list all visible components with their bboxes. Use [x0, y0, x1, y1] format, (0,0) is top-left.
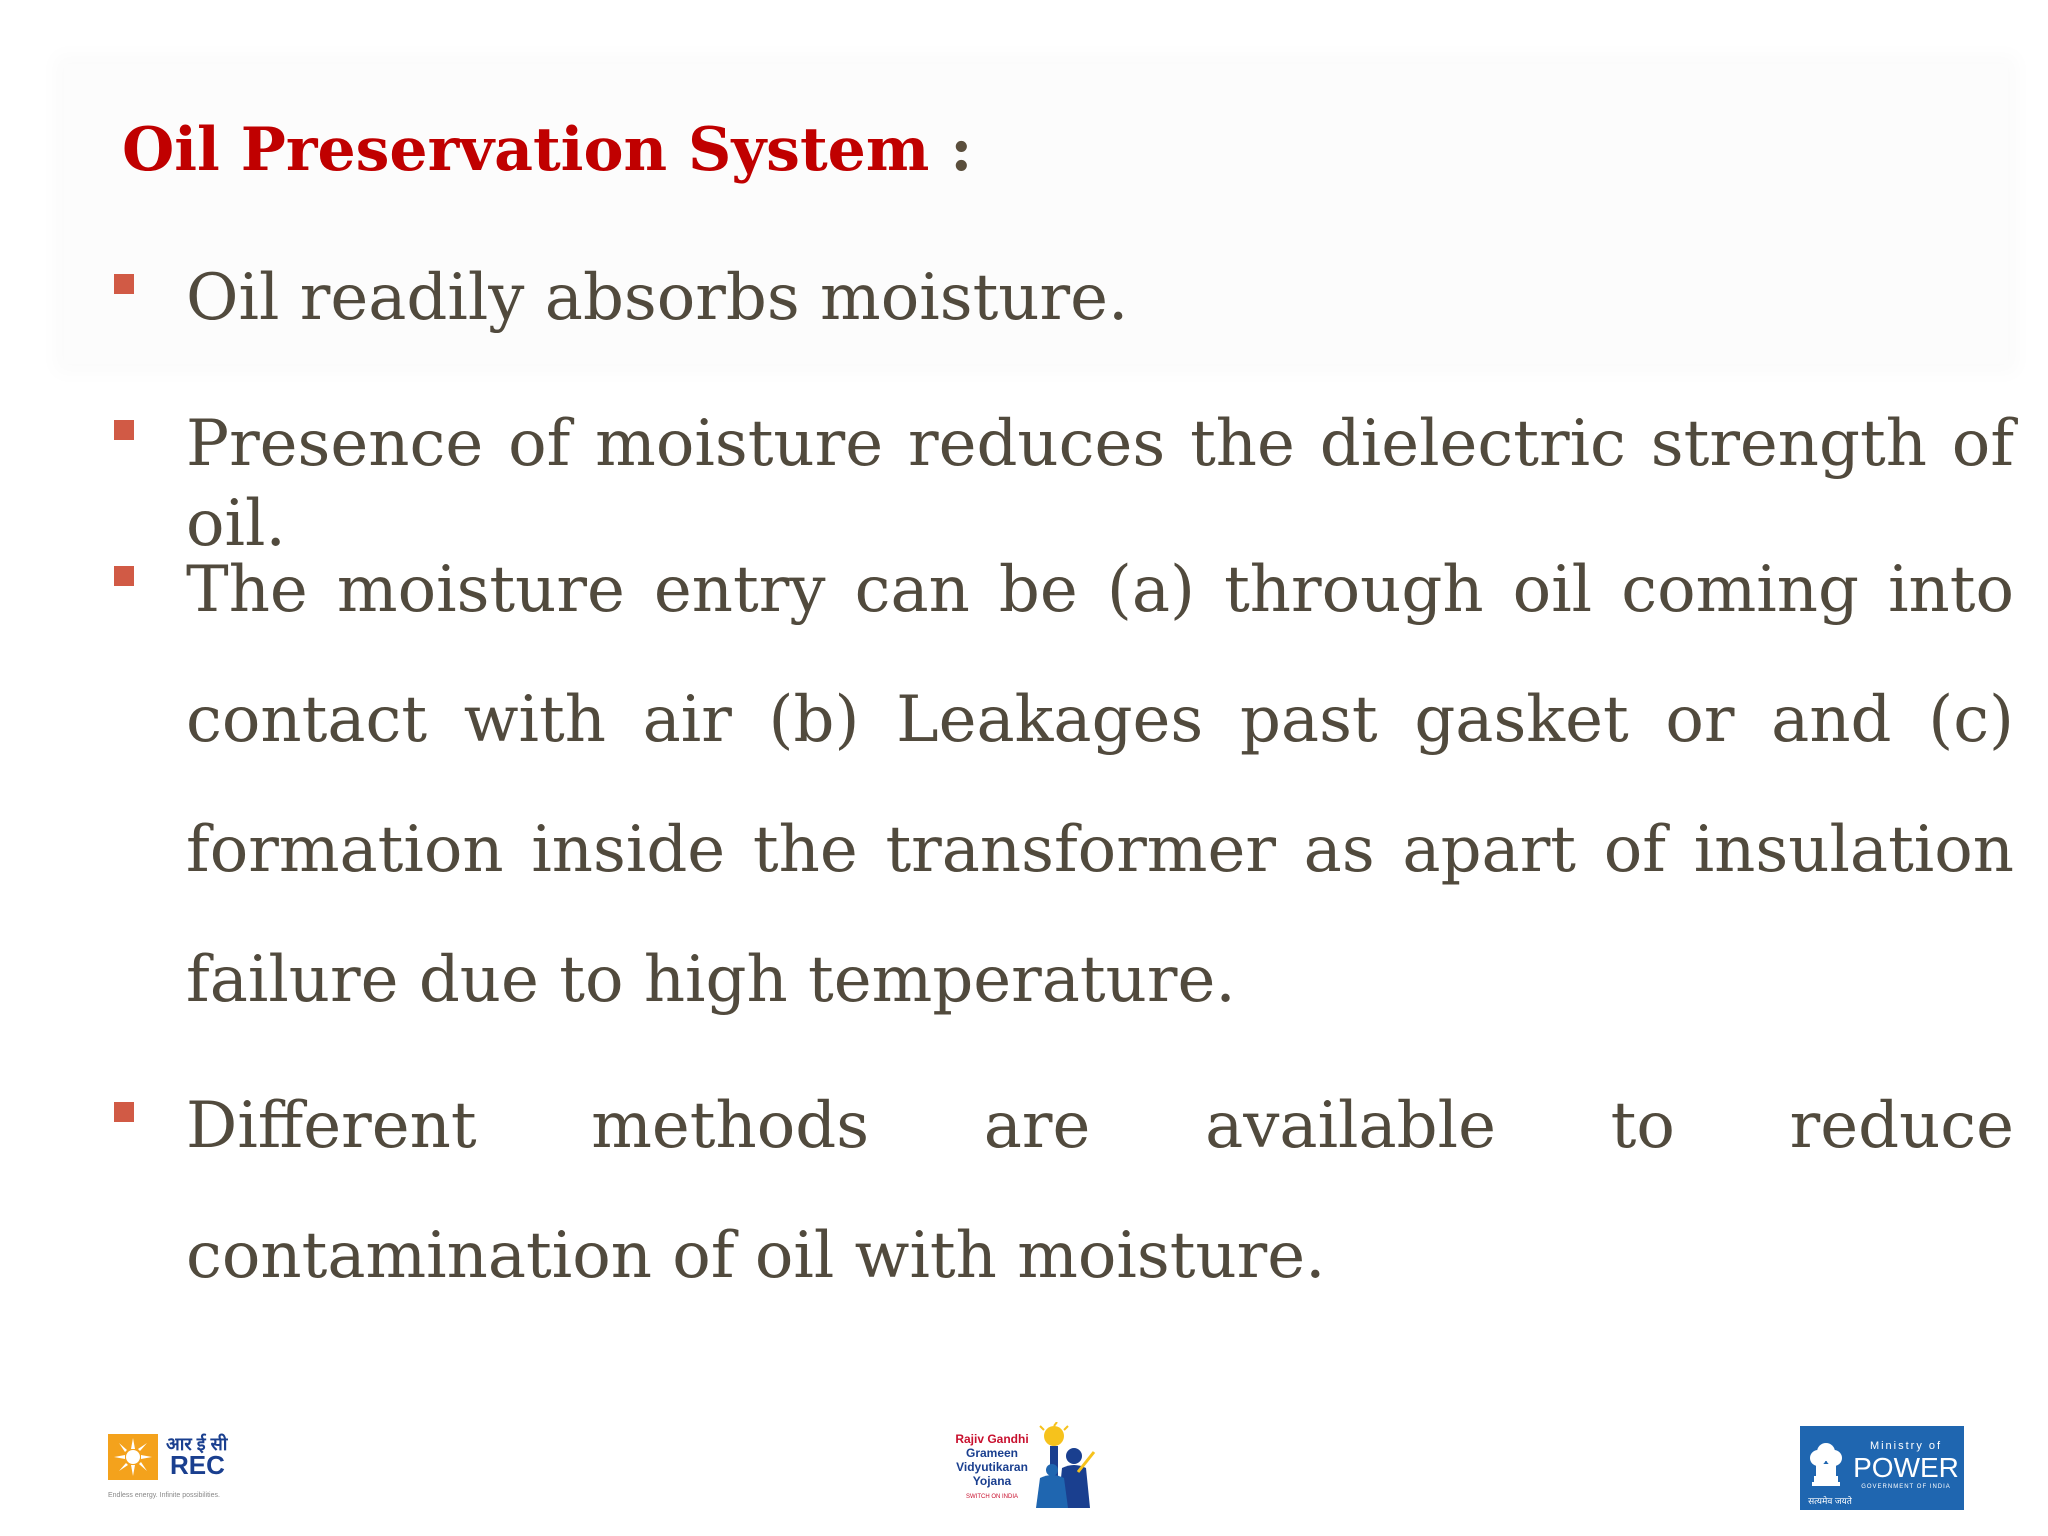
rggvy-line1: Rajiv Gandhi	[955, 1432, 1029, 1446]
people-bulb-icon	[1034, 1422, 1100, 1510]
bullet-text: The moisture entry can be (a) through oil coming into contact with air (b) Leakages past gasket or and (c) formation inside the transformer as apart of insulation failure due to high temperature.	[186, 553, 2014, 1017]
rggvy-line2: Grameen	[965, 1446, 1019, 1460]
rec-name-label: REC	[170, 1450, 225, 1480]
slide-title-text: Oil Preservation System	[122, 115, 930, 185]
mop-line3: GOVERNMENT OF INDIA	[1861, 1484, 1951, 1490]
rggvy-logo	[952, 1422, 1102, 1510]
bullet-marker-icon	[114, 420, 134, 440]
rec-logo	[108, 1432, 238, 1506]
bullet-marker-icon	[114, 566, 134, 586]
bullet-text: Different methods are available to reduce contamination of oil with moisture.	[186, 1089, 2014, 1293]
mop-motto: सत्यमेव जयते	[1808, 1496, 1852, 1506]
rec-tagline: Endless energy. Infinite possibilities.	[108, 1492, 220, 1499]
slide-title-colon: :	[929, 115, 973, 185]
slide-title	[122, 110, 972, 190]
rggvy-line3: Vidyutikaran	[956, 1460, 1028, 1474]
rggvy-tagline: SWITCH ON INDIA	[966, 1494, 1018, 1500]
bullet-text: Oil readily absorbs moisture.	[186, 261, 1129, 335]
mop-line2: POWER	[1853, 1452, 1959, 1483]
emblem-icon	[1804, 1432, 1848, 1498]
mop-line1: Ministry of	[1869, 1440, 1943, 1452]
bullet-text: Presence of moisture reduces the dielectric strength of oil.	[186, 407, 2014, 561]
bullet-marker-icon	[114, 274, 134, 294]
bullet-marker-icon	[114, 1102, 134, 1122]
ministry-of-power-logo	[1800, 1426, 1964, 1510]
rec-hindi-label: आर ई सी	[166, 1434, 228, 1454]
rggvy-line4: Yojana	[972, 1474, 1012, 1488]
